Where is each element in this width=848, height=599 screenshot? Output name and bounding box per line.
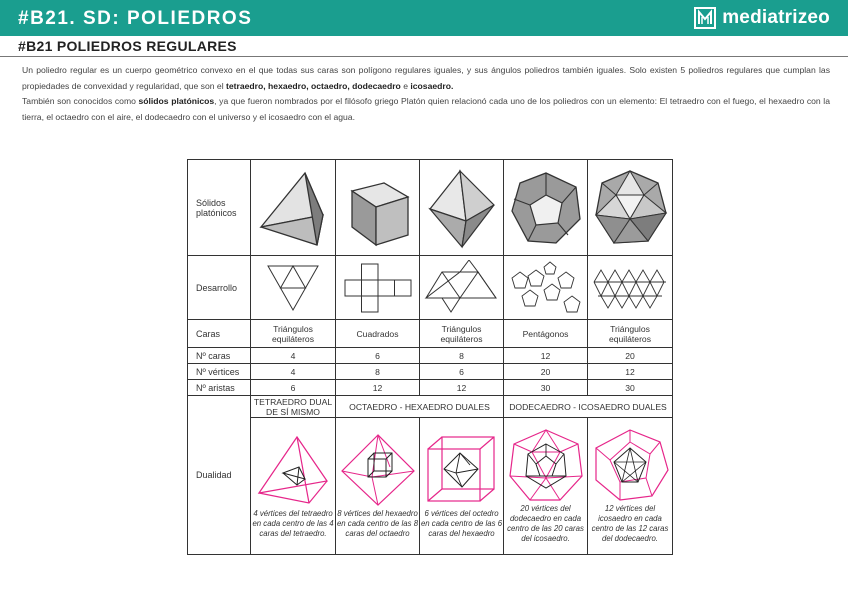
cube-net-icon <box>338 260 418 316</box>
polyhedra-table <box>187 159 673 555</box>
brand[interactable] <box>694 6 830 30</box>
row-development <box>188 256 673 320</box>
dual-group-dodeca-icosa: DODECAEDRO - ICOSAEDRO DUALES <box>504 396 673 418</box>
face-count-3: 12 <box>504 348 588 364</box>
row-vertex-count <box>188 364 673 380</box>
page-title: #B21. SD: POLIEDROS <box>18 8 253 29</box>
cube-cell <box>336 160 420 256</box>
octahedron-cell <box>420 160 504 256</box>
icosahedron-cell <box>588 160 673 256</box>
intro-p2-a: También son conocidos como <box>22 96 139 106</box>
row-duality-groups <box>188 396 673 418</box>
face-count-4: 20 <box>588 348 673 364</box>
intro-p1-d: icosaedro. <box>410 80 454 91</box>
octahedron-net-icon <box>422 260 502 316</box>
dual-note-2: 6 vértices del octedro en cada centro de las 6 caras del hexaedro <box>420 509 503 538</box>
row-edge-count <box>188 380 673 396</box>
intro-p2-b: sólidos platónicos <box>138 96 215 106</box>
dodecahedron-icon <box>506 165 586 251</box>
row-label-solids: Sólidos platónicos <box>188 160 251 256</box>
intro-p2-c: , ya que fueron nombrados por el filósofo griego Platón quien relacionó cada uno de los poliedros con un elemento: El tetraedro con el fuego, el hexaedro con la tierra, el octaedro con el aire, el dodecaedro con el universo y el icosaedro con el agua. <box>22 96 830 122</box>
row-solids <box>188 160 673 256</box>
dual-note-0: 4 vértices del tetraedro en cada centro de las 4 caras del tetraedro. <box>252 509 334 538</box>
edge-count-3: 30 <box>504 380 588 396</box>
vertex-count-3: 20 <box>504 364 588 380</box>
dual-group-tetra: TETRAEDRO DUAL DE SÍ MISMO <box>251 396 336 418</box>
dodeca-net-cell <box>504 256 588 320</box>
dual-icosa-cell <box>588 418 673 555</box>
row-face-count <box>188 348 673 364</box>
dual-note-1: 8 vértices del hexaedro en cada centro de las 8 caras del octaedro <box>336 509 419 538</box>
faces-3: Pentágonos <box>504 320 588 348</box>
row-label-faces: Caras <box>188 320 251 348</box>
tetrahedron-cell <box>251 160 336 256</box>
faces-2: Triángulos equiláteros <box>420 320 504 348</box>
edge-count-1: 12 <box>336 380 420 396</box>
intro-p1-c: e <box>400 80 411 91</box>
tetrahedron-icon <box>253 165 333 251</box>
face-count-2: 8 <box>420 348 504 364</box>
face-count-1: 6 <box>336 348 420 364</box>
row-label-vertex-count: Nº vértices <box>188 364 251 380</box>
dual-note-3: 20 vértices del dodecaedro en cada centro de las 20 caras del icosaedro. <box>507 504 584 543</box>
row-label-duality: Dualidad <box>188 396 251 555</box>
edge-count-0: 6 <box>251 380 336 396</box>
row-label-development: Desarrollo <box>188 256 251 320</box>
row-duality <box>188 418 673 555</box>
icosa-net-cell <box>588 256 673 320</box>
face-count-0: 4 <box>251 348 336 364</box>
vertex-count-2: 6 <box>420 364 504 380</box>
row-label-face-count: Nº caras <box>188 348 251 364</box>
edge-count-4: 30 <box>588 380 673 396</box>
dodecahedron-net-icon <box>506 260 586 316</box>
intro-text <box>22 63 830 125</box>
icosahedron-icon <box>590 165 670 251</box>
tetrahedron-net-icon <box>258 260 328 316</box>
dual-hexa-cell <box>420 418 504 555</box>
vertex-count-1: 8 <box>336 364 420 380</box>
intro-p1-a: Un poliedro regular es un cuerpo geométrico convexo en el que todas sus caras son polígono regulares iguales, y sus ángulos poliedros también iguales. Solo existen 5 poliedros regulares que cumplan las propiedades de convexidad y regularidad, que son el <box>22 65 830 91</box>
tetrahedron-dual-icon <box>253 433 333 507</box>
dual-note-4: 12 vértices del icosaedro en cada centro de las 12 caras del dodecaedro. <box>591 504 669 543</box>
faces-1: Cuadrados <box>336 320 420 348</box>
cube-net-cell <box>336 256 420 320</box>
cube-with-octahedron-icon <box>422 433 502 507</box>
octa-net-cell <box>420 256 504 320</box>
dual-octa-cell <box>336 418 420 555</box>
icosahedron-with-dodecahedron-icon <box>506 428 586 502</box>
brand-name: mediatrizeo <box>722 7 830 28</box>
octahedron-with-cube-icon <box>338 433 418 507</box>
divider <box>0 56 848 57</box>
vertex-count-0: 4 <box>251 364 336 380</box>
faces-4: Triángulos equiláteros <box>588 320 673 348</box>
intro-p1-b: tetraedro, hexaedro, octaedro, dodecaedro <box>226 80 401 91</box>
edge-count-2: 12 <box>420 380 504 396</box>
row-label-edge-count: Nº aristas <box>188 380 251 396</box>
m-logo-icon <box>694 7 716 29</box>
dodecahedron-with-icosahedron-icon <box>590 428 670 502</box>
dual-group-octa-hexa: OCTAEDRO - HEXAEDRO DUALES <box>336 396 504 418</box>
cube-icon <box>338 165 418 251</box>
dual-dodeca-cell <box>504 418 588 555</box>
vertex-count-4: 12 <box>588 364 673 380</box>
icosahedron-net-icon <box>590 260 670 316</box>
section-title: #B21 POLIEDROS REGULARES <box>18 38 237 54</box>
row-faces <box>188 320 673 348</box>
tetra-net-cell <box>251 256 336 320</box>
octahedron-icon <box>422 165 502 251</box>
header-bar <box>0 0 848 36</box>
faces-0: Triángulos equiláteros <box>251 320 336 348</box>
dual-tetra-cell <box>251 418 336 555</box>
dodecahedron-cell <box>504 160 588 256</box>
